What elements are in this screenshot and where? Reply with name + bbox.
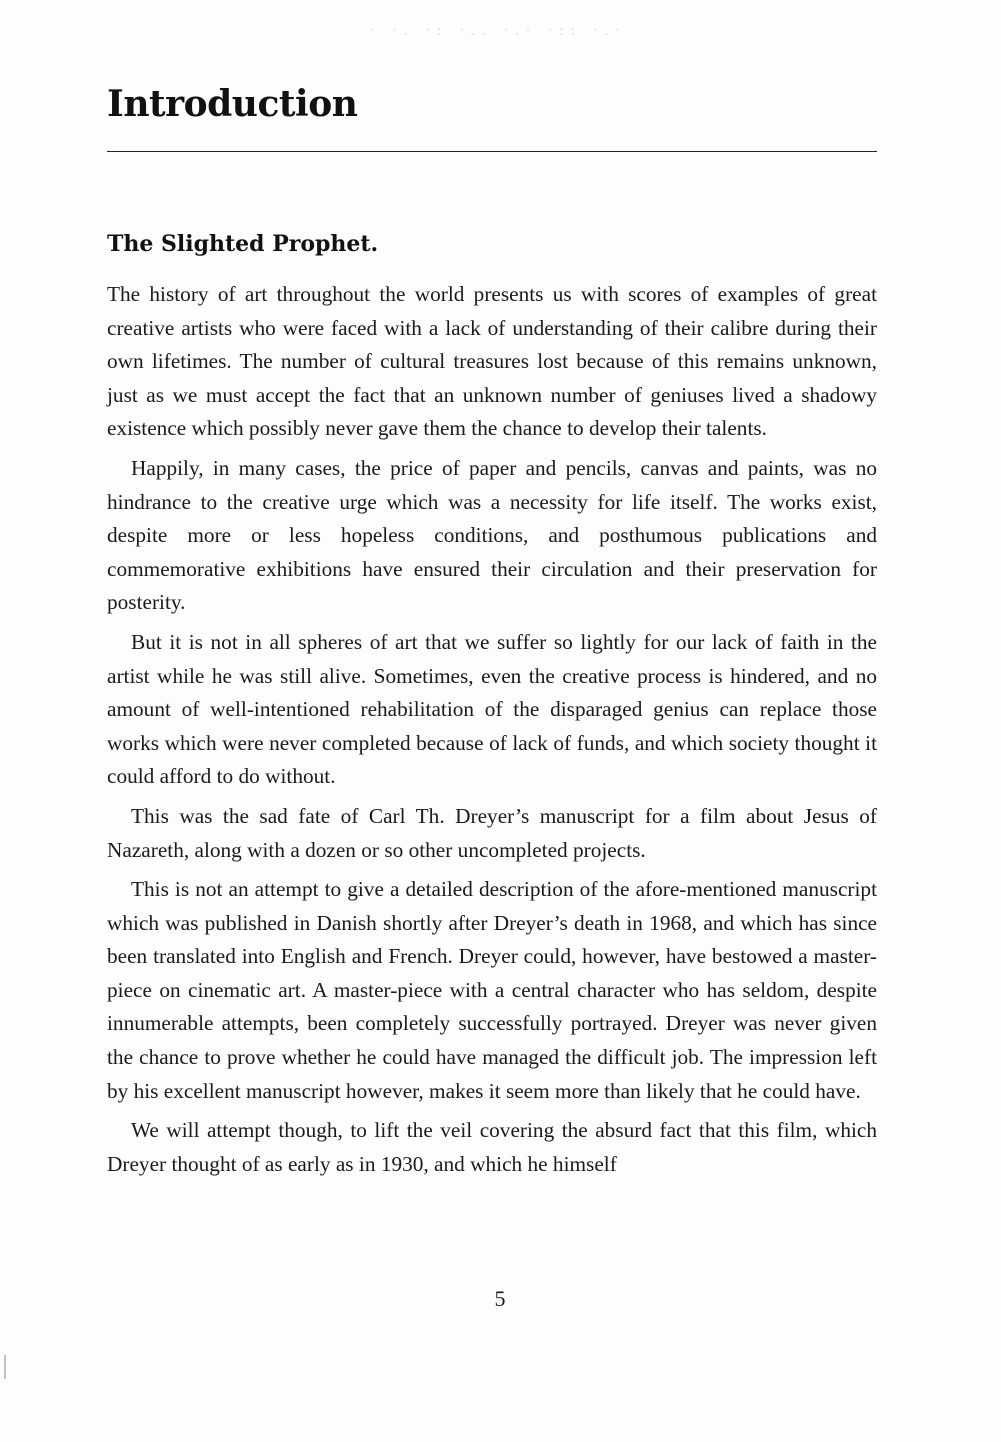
paragraph-6: We will attempt though, to lift the veil covering the absurd fact that this film, which Dreyer thought of as early as in 1930, and which he himself <box>107 1118 877 1176</box>
paragraph-1: The history of art throughout the world presents us with scores of examples of great creative artists who were faced with a lack of understanding of their calibre during their own lifetimes. The number of cultural treasures lost because of this remains unknown, just as we must accept the fact that an unknown number of geniuses lived a shadowy existence which possibly never gave them the chance to develop their talents. <box>107 282 877 441</box>
paragraph-4: This was the sad fate of Carl Th. Dreyer’s manuscript for a film about Jesus of Nazareth, along with a dozen or so other uncompleted projects. <box>107 803 877 862</box>
paragraph-3: But it is not in all spheres of art that we suffer so lightly for our lack of faith in the artist while he was still alive. Sometimes, even the creative process is hindered, and no amount of well-intentioned rehabilitation of the disparaged genius can replace those works which were never completed because of lack of funds, and which society thought it could afford to do without. <box>107 629 877 789</box>
page-number: 5 <box>494 1286 506 1311</box>
show-through-marks: · ·. ·: ·.. ·.· ·:: ·.· <box>370 20 626 39</box>
paragraph-2: Happily, in many cases, the price of paper and pencils, canvas and paints, was no hindrance to the creative urge which was a necessity for life itself. The works exist, despite more or less hopeless conditions, and posthumous publications and commemorative exhibitions have ensured their circulation and their preservation for posterity. <box>107 455 877 615</box>
paragraph-5: This is not an attempt to give a detailed description of the afore-mentioned manuscript which was published in Danish shortly after Dreyer’s death in 1968, and which has since been translated into English and French. Dreyer could, however, have bestowed a master-piece on cinematic art. A master-piece with a central character who has seldom, despite innumerable attempts, been completely successfully portrayed. Dreyer was never given the chance to prove whether he could have managed the difficult job. The impression left by his excellent manuscript however, makes it seem more than likely that he could have. <box>107 877 877 1103</box>
title-rule <box>107 151 877 152</box>
chapter-title: Introduction <box>107 83 358 125</box>
body-text <box>107 278 877 1187</box>
scan-edge-mark <box>4 1355 6 1379</box>
section-heading: The Slighted Prophet. <box>107 231 379 257</box>
